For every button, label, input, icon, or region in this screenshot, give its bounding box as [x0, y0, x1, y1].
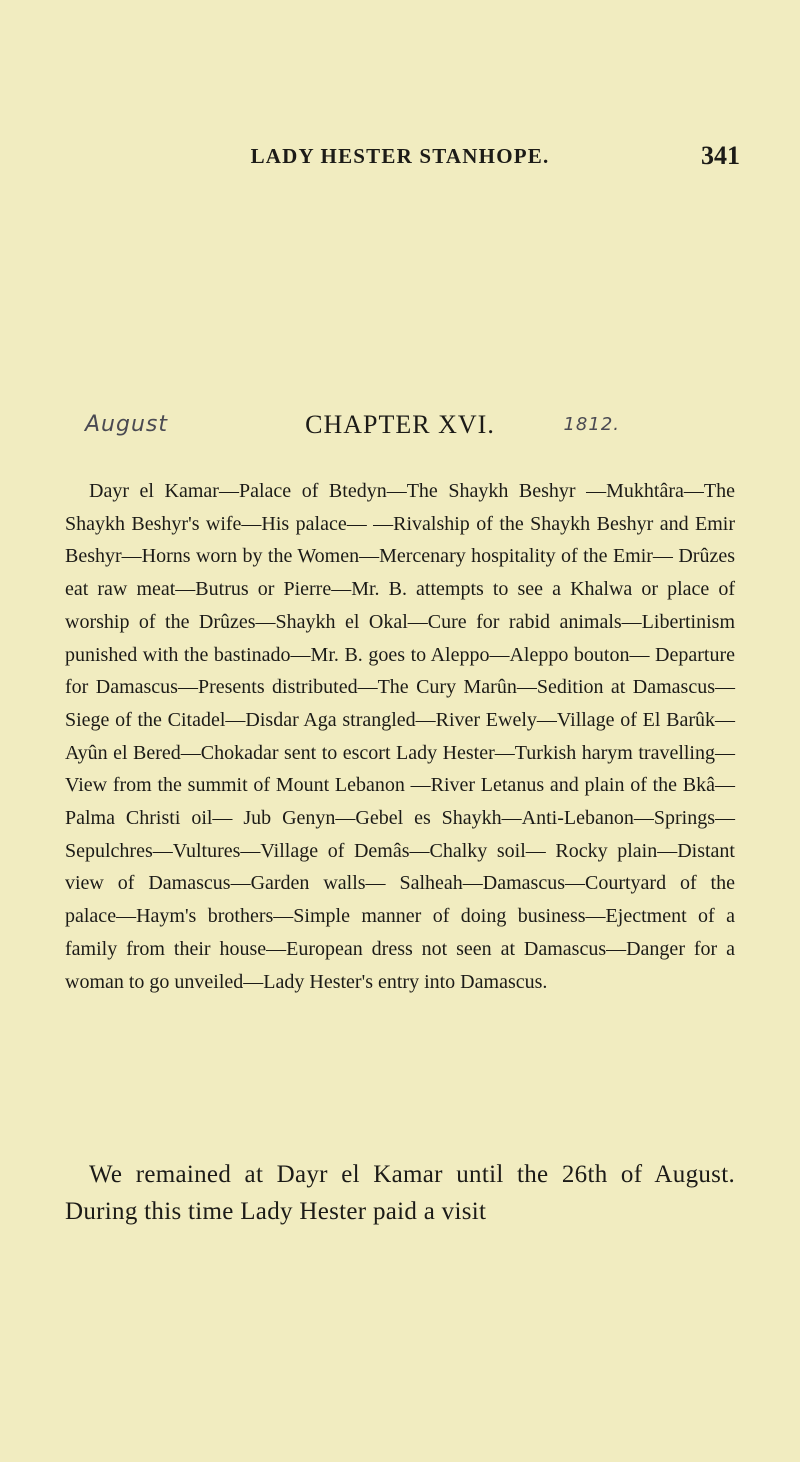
chapter-line: [60, 410, 740, 446]
running-title: LADY HESTER STANHOPE.: [250, 144, 550, 168]
chapter-synopsis: Dayr el Kamar—Palace of Btedyn—The Shaykh Beshyr —Mukhtâra—The Shaykh Beshyr's wife—His palace— —Rivalship of the Shaykh Beshyr and Emir Beshyr—Horns worn by the Women—Mercenary hospitality of the Emir— Drûzes eat raw meat—Butrus or Pierre—Mr. B. attempts to see a Khalwa or place of worship of the Drûzes—Shaykh el Okal—Cure for rabid animals—Libertinism punished with the bastinado—Mr. B. goes to Aleppo—Aleppo bouton— Departure for Damascus—Presents distributed—The Cury Marûn—Sedition at Damascus—Siege of the Citadel—Disdar Aga strangled—River Ewely—Village of El Barûk—Ayûn el Bered—Chokadar sent to escort Lady Hester—Turkish harym travelling—View from the summit of Mount Lebanon —River Letanus and plain of the Bkâ—Palma Christi oil— Jub Genyn—Gebel es Shaykh—Anti-Lebanon—Springs— Sepulchres—Vultures—Village of Demâs—Chalky soil— Rocky plain—Distant view of Damascus—Garden walls— Salheah—Damascus—Courtyard of the palace—Haym's brothers—Simple manner of doing business—Ejectment of a family from their house—European dress not seen at Damascus—Danger for a woman to go unveiled—Lady Hester's entry into Damascus.: [65, 480, 735, 993]
pencil-annotation-year: 1812.: [563, 414, 620, 435]
body-paragraph: We remained at Dayr el Kamar until the 26th of August. During this time Lady Hester paid a visit: [65, 1161, 735, 1225]
chapter-heading: CHAPTER XVI.: [305, 410, 495, 439]
running-head: [60, 141, 740, 174]
pencil-annotation-month: August: [85, 412, 168, 437]
page-number: 341: [701, 141, 740, 170]
